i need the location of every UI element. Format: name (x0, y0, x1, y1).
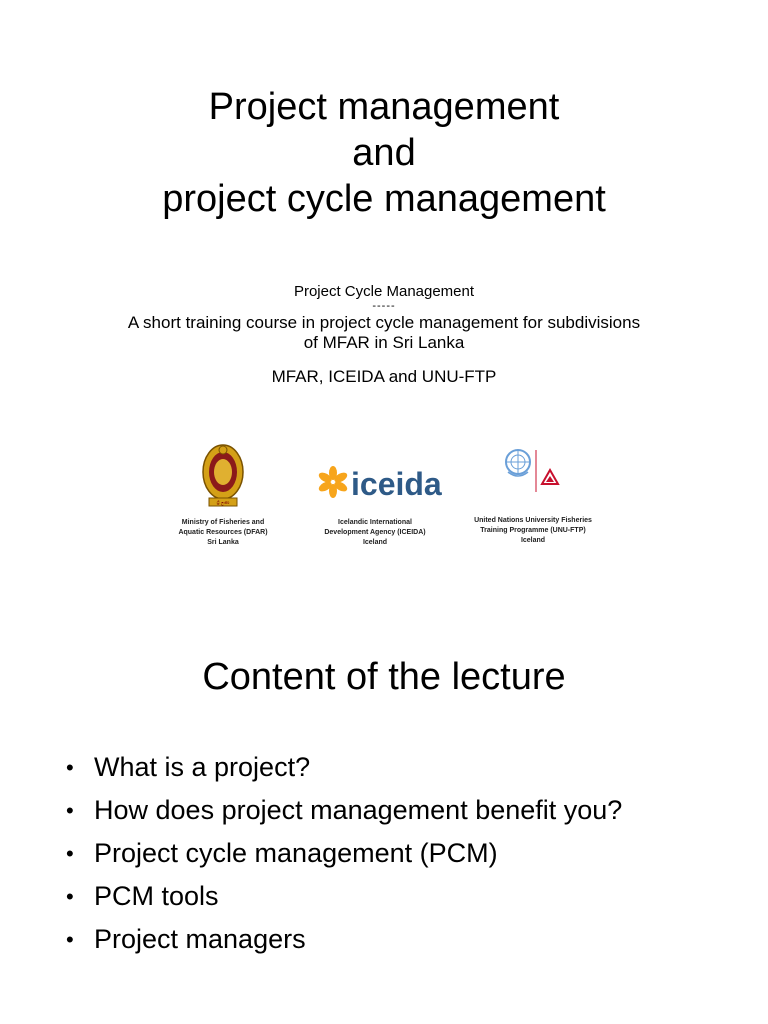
title-line-3: project cycle management (162, 178, 606, 220)
subtitle-description: A short training course in project cycle management for subdivisions of MFAR in Sri Lanka (127, 313, 641, 352)
slide-content (0, 600, 768, 1024)
subtitle-dashes: ----- (372, 300, 396, 312)
partner-logos (0, 440, 768, 560)
iceida-caption-line-3: Iceland (362, 539, 388, 546)
bullet-item: • Project cycle management (PCM) (62, 832, 622, 875)
iceida-caption-line-2: Development Agency (ICEIDA) (324, 529, 426, 536)
title-line-1: Project management (208, 86, 560, 128)
subtitle-block (0, 283, 768, 387)
iceida-caption-line-1: Icelandic International (338, 519, 412, 526)
unu-caption-line-3: Iceland (520, 537, 546, 544)
subtitle-organizations: MFAR, ICEIDA and UNU-FTP (271, 367, 497, 386)
bullet-item: • Project managers (62, 918, 622, 961)
un-university-logo-icon (498, 440, 568, 506)
title-line-2: and (352, 132, 416, 174)
logo-unu-ftp (458, 440, 608, 546)
unu-caption (458, 516, 608, 546)
dfar-caption-line-1: Ministry of Fisheries and (181, 519, 265, 526)
bullet-item: • PCM tools (62, 875, 622, 918)
sri-lanka-emblem-icon (193, 440, 253, 512)
lecture-title: Content of the lecture (202, 656, 566, 698)
svg-text:ශ්‍රී ලංකා: ශ්‍රී ලංකා (216, 500, 230, 505)
dfar-caption (148, 518, 298, 548)
dfar-caption-line-2: Aquatic Resources (DFAR) (178, 529, 268, 536)
dfar-caption-line-3: Sri Lanka (207, 539, 239, 546)
logo-iceida (300, 440, 450, 548)
bullet-item: • What is a project? (62, 746, 622, 789)
iceida-logo-icon (307, 440, 443, 512)
logo-dfar (148, 440, 298, 548)
unu-caption-line-1: United Nations University Fisheries (474, 517, 592, 524)
subtitle-heading: Project Cycle Management (293, 283, 475, 300)
unu-caption-line-2: Training Programme (UNU-FTP) (480, 527, 586, 534)
iceida-caption (300, 518, 450, 548)
bullet-item: • How does project management benefit you? (62, 789, 622, 832)
slide-title-heading (0, 84, 768, 222)
iceida-wordmark: iceida (351, 466, 442, 502)
lecture-bullet-list (62, 746, 622, 961)
